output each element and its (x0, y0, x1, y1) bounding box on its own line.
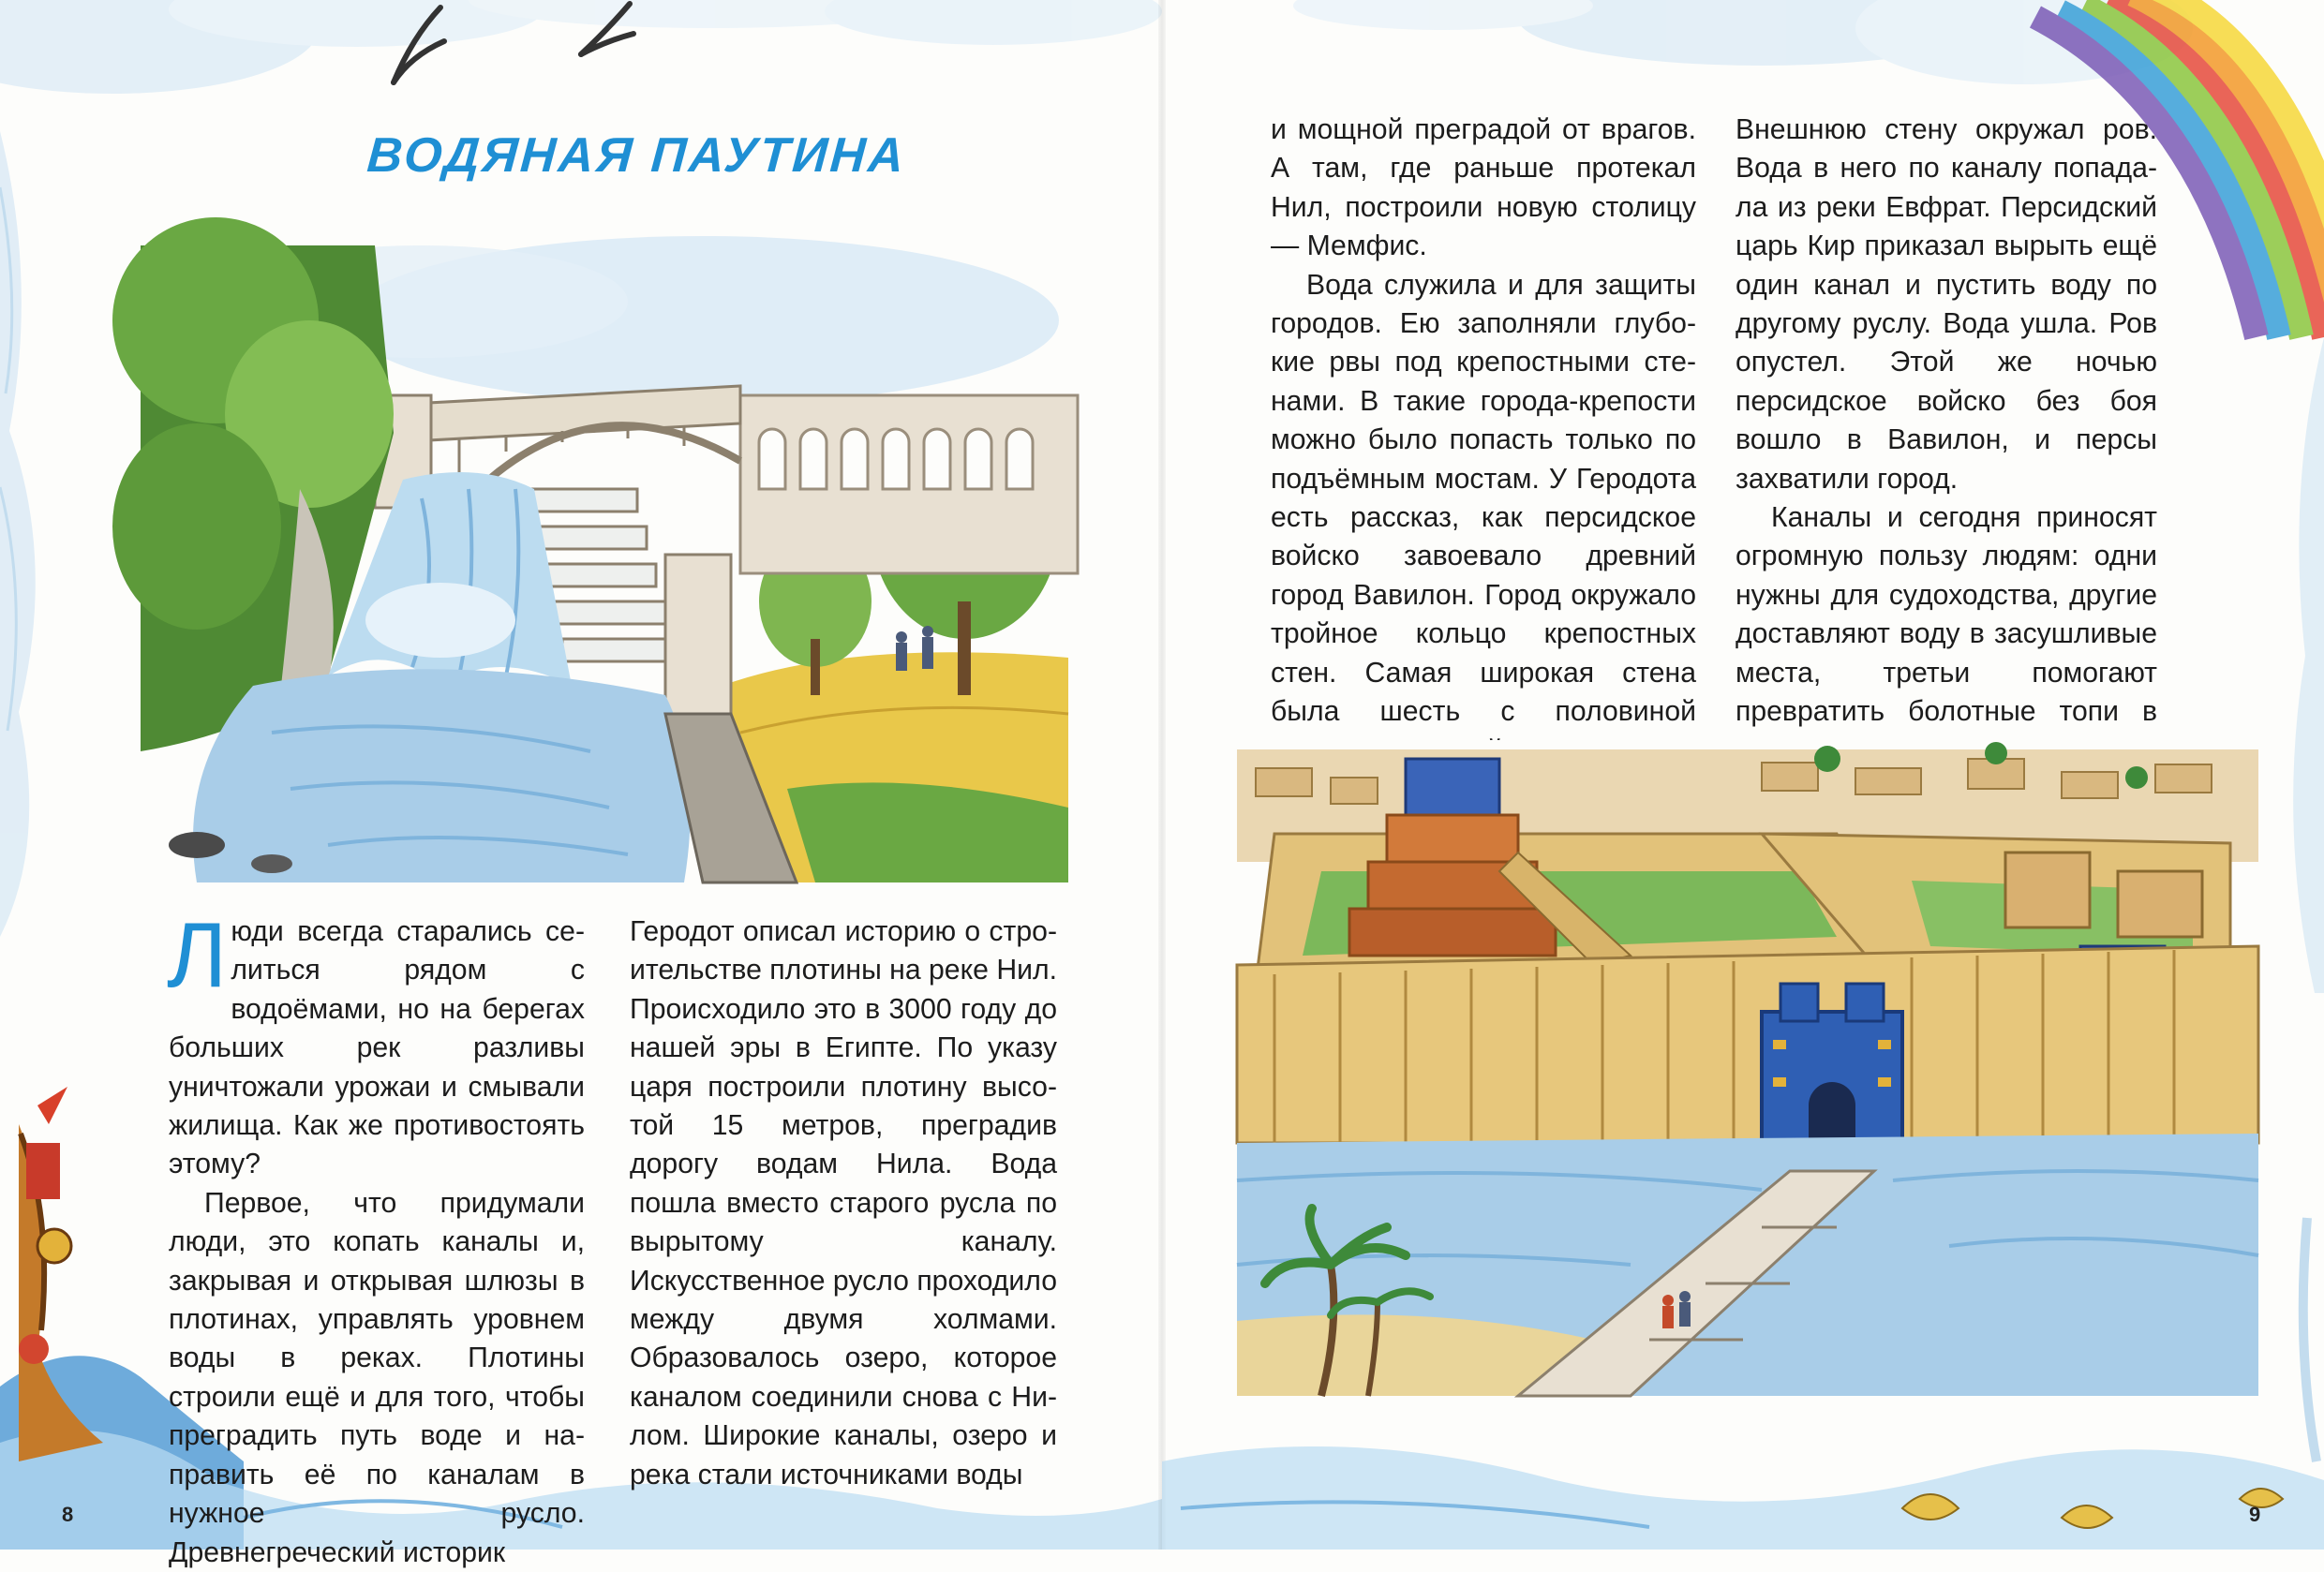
right-page-column-1 (1271, 111, 1696, 770)
page-number-right: 9 (2249, 1503, 2261, 1526)
left-page-column-2 (630, 912, 1057, 1494)
dam-illustration (141, 245, 1068, 882)
paragraph (167, 903, 585, 1184)
cloud-decoration (0, 0, 1162, 94)
paragraph: Первое, что придумали люди, это копать каналы и, закрывая и открывая шлюзы в плотинах, управлять уровнем воды в реках. Плотины строили ещё и для того, чтобы преградить путь воде и направить её по каналам в нужное русло. Древнегреческий историк (169, 1187, 585, 1568)
paragraph: Геродот описал историю о строительстве плотины на реке Нил. Происходило это в 3000 году до нашей эры в Египте. По указу царя построили плотину высотой 15 метров, преградив дорогу водам Нила. Вода пошла вместо старого русла по вырытому каналу. Искусственное русло проходило между двумя холмами. Образовалось озеро, которое каналом соединили снова с Нилом. Широкие каналы, озеро и река стали источниками воды (630, 916, 1058, 1490)
right-page-column-2 (1736, 111, 2157, 770)
paragraph-text: юди всегда старались селиться рядом с водоёмами, но на берегах больших рек разливы уничтожали урожаи и смывали жилища. Как же противостоять этому? (169, 916, 585, 1180)
page-title: ВОДЯНАЯ ПАУТИНА (365, 128, 909, 183)
paragraph: Вода служила и для защиты городов. Ею заполняли глубокие рвы под крепостными стенами. В такие города-крепости можно было попасть только по подъёмным мостам. У Геродота есть рассказ, как персидское войско завоевало древний город Вавилон. Город окружало тройное кольцо крепостных стен. Самая широкая стена была шесть с половиной (1271, 269, 1696, 728)
paragraph: и мощной преградой от врагов. А там, где раньше протекал Нил, построили новую столицу — Мемфис. (1271, 114, 1696, 262)
wave-decoration (1162, 1446, 2324, 1550)
paragraph: Внешнюю стену окружал ров. Вода в него по каналу попадала из реки Евфрат. Персидский царь Кир приказал вырыть ещё один канал и пустить воду по другому руслу. Вода ушла. Ров опустел. Этой же ночью персидское войско без боя вошло в Вавилон, и персы захватили город. (1736, 114, 2157, 495)
water-splash-decoration (0, 131, 36, 937)
page-left (0, 0, 1162, 1568)
page-right (1162, 0, 2324, 1550)
babylon-illustration (1237, 740, 2258, 1396)
page-number-left: 8 (62, 1503, 74, 1526)
paragraph: Каналы и сегодня приносят огромную пользу людям: одни нужны для судоходства, другие доставляют воду в засушливые места, третьи помогают превратить болотные топи в (1736, 502, 2157, 728)
left-page-column-1 (167, 903, 585, 1572)
drop-cap: Л (167, 903, 228, 1006)
water-splash-decoration (2293, 337, 2324, 1461)
